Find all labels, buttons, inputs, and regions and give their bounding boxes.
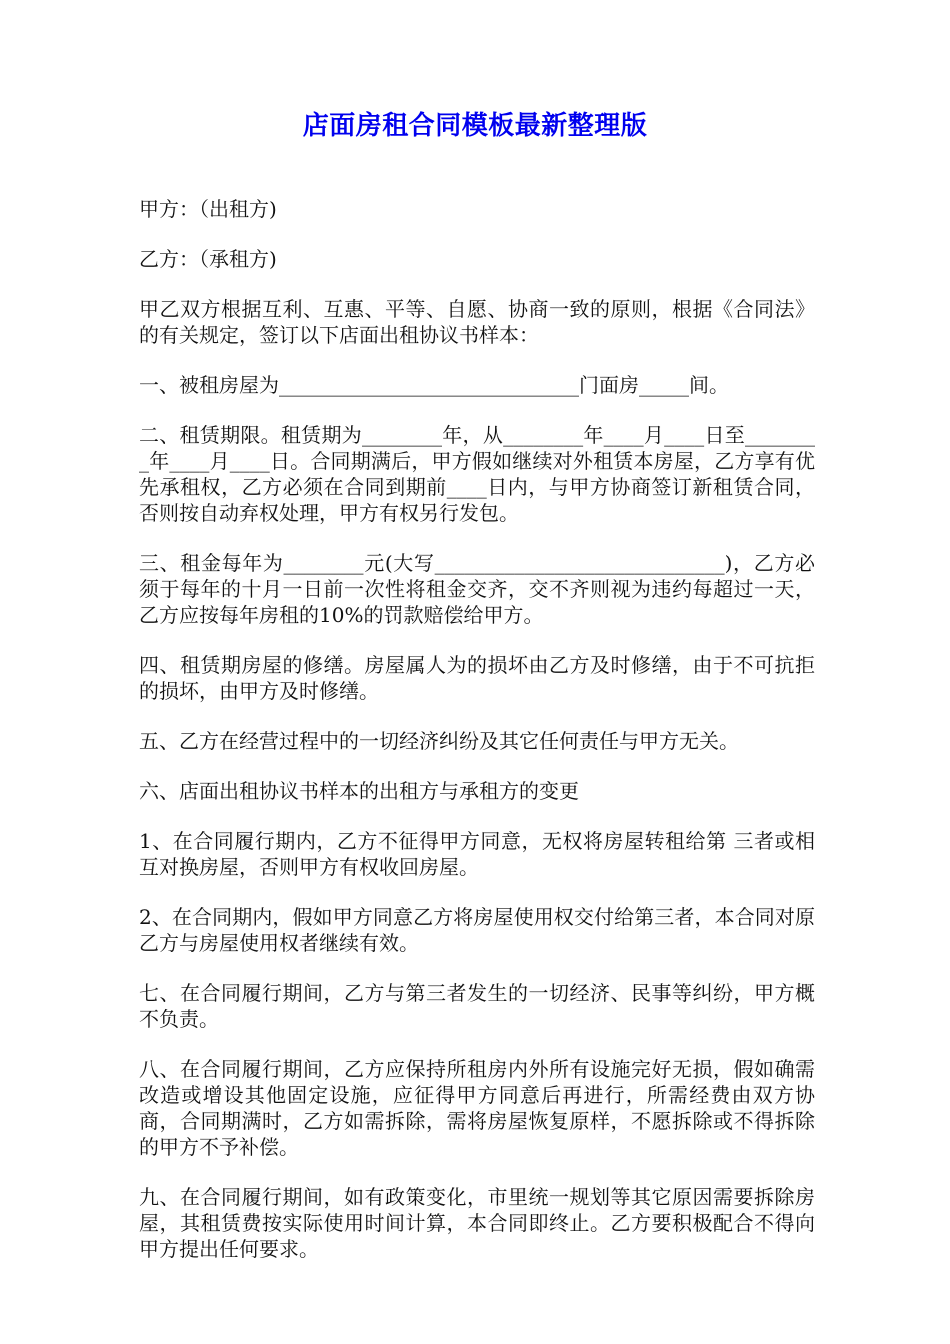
clause-3: 三、租金每年为________元(大写_____________________________)，乙方必须于每年的十月一日前一次性将租金交齐，交不齐则视为违约每超过一天，乙方应按每年房租的10%的罚款赔偿给甲方。 [139,551,815,627]
clause-8: 八、在合同履行期间，乙方应保持所租房内外所有设施完好无损，假如确需改造或增设其他固定设施，应征得甲方同意后再进行，所需经费由双方协商，合同期满时，乙方如需拆除，需将房屋恢复原样，不愿拆除或不得拆除的甲方不予补偿。 [139,1057,815,1159]
clause-6: 六、店面出租协议书样本的出租方与承租方的变更 [139,779,579,803]
clause-2: 二、租赁期限。租赁期为________年，从________年____月____日至________年____月____日。合同期满后，甲方假如继续对外租赁本房屋，乙方享有优先承租权，乙方必须在合同到期前____日内，与甲方协商签订新租赁合同，否则按自动弃权处理，甲方有权另行发包。 [139,423,815,525]
clause-9: 九、在合同履行期间，如有政策变化，市里统一规划等其它原因需要拆除房屋，其租赁费按实际使用时间计算，本合同即终止。乙方要积极配合不得向甲方提出任何要求。 [139,1185,815,1261]
contract-body [139,196,815,1286]
preamble-paragraph: 甲乙双方根据互利、互惠、平等、自愿、协商一致的原则，根据《合同法》的有关规定，签订以下店面出租协议书样本： [139,297,815,347]
party-b-line: 乙方：（承租方) [139,247,277,271]
party-a-line: 甲方：（出租方) [139,197,277,221]
clause-6-item-1: 1、在合同履行期内，乙方不征得甲方同意，无权将房屋转租给第 三者或相互对换房屋，否则甲方有权收回房屋。 [139,829,815,879]
document-title: 店面房租合同模板最新整理版 [302,111,648,141]
clause-4: 四、租赁期房屋的修缮。房屋属人为的损坏由乙方及时修缮，由于不可抗拒的损坏，由甲方及时修缮。 [139,653,815,703]
clause-7: 七、在合同履行期间，乙方与第三者发生的一切经济、民事等纠纷，甲方概不负责。 [139,981,815,1031]
clause-5: 五、乙方在经营过程中的一切经济纠纷及其它任何责任与甲方无关。 [139,729,739,753]
clause-1: 一、被租房屋为______________________________门面房_____间。 [139,373,729,397]
clause-6-item-2: 2、在合同期内，假如甲方同意乙方将房屋使用权交付给第三者，本合同对原乙方与房屋使用权者继续有效。 [139,905,815,955]
